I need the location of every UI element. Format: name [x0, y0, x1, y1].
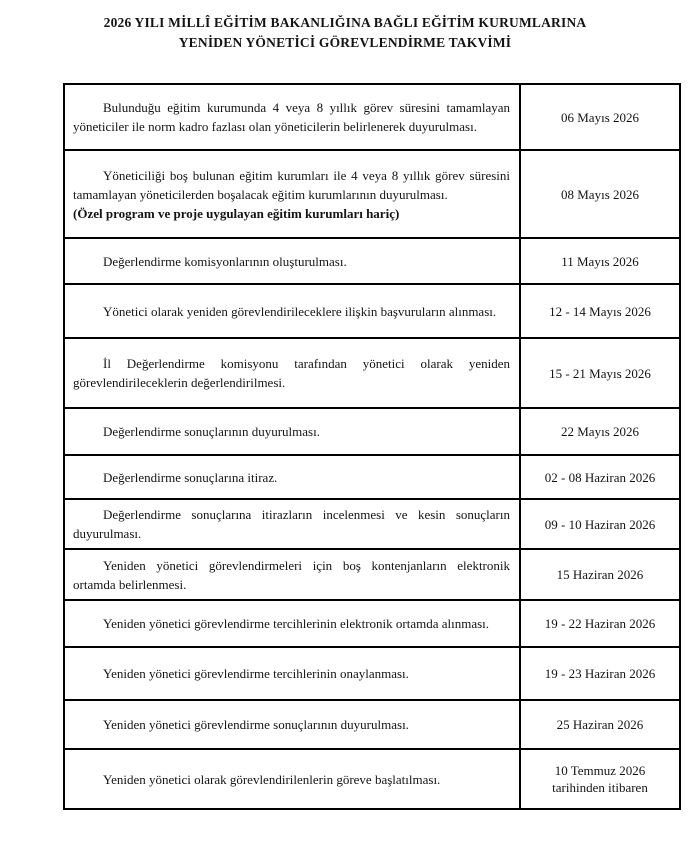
title-line-1: 2026 YILI MİLLÎ EĞİTİM BAKANLIĞINA BAĞLI EĞİTİM KURUMLARINA: [103, 15, 587, 30]
activity-cell: [64, 749, 520, 809]
table-row: [64, 549, 680, 600]
activity-note: (Özel program ve proje uygulayan eğitim kurumları hariç): [73, 205, 400, 221]
table-row: [64, 499, 680, 549]
schedule-table: [63, 83, 681, 810]
table-row: [64, 338, 680, 408]
title-line-2: YENİDEN YÖNETİCİ GÖREVLENDİRME TAKVİMİ: [178, 35, 512, 50]
date-cell: 19 - 22 Haziran 2026: [520, 600, 680, 647]
table-row: [64, 455, 680, 499]
activity-text: Değerlendirme sonuçlarına itirazların incelenmesi ve kesin sonuçların duyurulması.: [73, 507, 510, 541]
activity-cell: [64, 408, 520, 455]
activity-text: Bulunduğu eğitim kurumunda 4 veya 8 yıllık görev süresini tamamlayan yöneticiler ile norm kadro fazlası olan yöneticilerin belirlenerek duyurulması.: [73, 100, 510, 134]
date-cell: 25 Haziran 2026: [520, 700, 680, 749]
activity-text: İl Değerlendirme komisyonu tarafından yönetici olarak yeniden görevlendirileceklerin değerlendirilmesi.: [73, 356, 510, 390]
activity-cell: [64, 600, 520, 647]
date-cell: 15 - 21 Mayıs 2026: [520, 338, 680, 408]
table-row: [64, 408, 680, 455]
table-row: [64, 238, 680, 284]
table-row: [64, 600, 680, 647]
activity-cell: [64, 499, 520, 549]
date-cell: 12 - 14 Mayıs 2026: [520, 284, 680, 338]
activity-cell: [64, 700, 520, 749]
table-row: [64, 84, 680, 150]
activity-text: Yeniden yönetici görevlendirme tercihlerinin onaylanması.: [103, 666, 409, 681]
table-row: [64, 150, 680, 238]
activity-cell: [64, 238, 520, 284]
activity-text: Yeniden yönetici görevlendirme tercihlerinin elektronik ortamda alınması.: [103, 616, 490, 631]
activity-cell: [64, 455, 520, 499]
date-cell: 09 - 10 Haziran 2026: [520, 499, 680, 549]
activity-text: Yeniden yönetici görevlendirme sonuçlarının duyurulması.: [103, 717, 409, 732]
activity-text: Değerlendirme sonuçlarına itiraz.: [103, 469, 278, 485]
document-title: [0, 13, 690, 53]
date-cell: 10 Temmuz 2026 tarihinden itibaren: [520, 749, 680, 809]
date-cell: 11 Mayıs 2026: [520, 238, 680, 284]
date-cell: 08 Mayıs 2026: [520, 150, 680, 238]
activity-cell: [64, 338, 520, 408]
activity-cell: [64, 647, 520, 700]
date-cell: 06 Mayıs 2026: [520, 84, 680, 150]
date-cell: 22 Mayıs 2026: [520, 408, 680, 455]
activity-text: Yönetici olarak yeniden görevlendirileceklere ilişkin başvuruların alınması.: [103, 303, 497, 319]
activity-cell: [64, 84, 520, 150]
table-row: [64, 284, 680, 338]
activity-cell: [64, 284, 520, 338]
activity-text: Yeniden yönetici görevlendirmeleri için boş kontenjanların elektronik ortamda belirlenmesi.: [73, 557, 510, 592]
date-cell: 02 - 08 Haziran 2026: [520, 455, 680, 499]
activity-cell: [64, 549, 520, 600]
activity-text: Değerlendirme sonuçlarının duyurulması.: [103, 424, 320, 439]
table-row: [64, 700, 680, 749]
activity-text: Değerlendirme komisyonlarının oluşturulması.: [103, 253, 347, 269]
table-row: [64, 647, 680, 700]
date-cell: 19 - 23 Haziran 2026: [520, 647, 680, 700]
activity-text: Yeniden yönetici olarak görevlendirilenlerin göreve başlatılması.: [103, 771, 441, 787]
table-row: [64, 749, 680, 809]
activity-text: Yöneticiliği boş bulunan eğitim kurumları ile 4 veya 8 yıllık görev süresini tamamlayan yöneticilerden boşalacak eğitim kurumlarının duyurulması.: [73, 167, 510, 202]
date-cell: 15 Haziran 2026: [520, 549, 680, 600]
activity-cell: [64, 150, 520, 238]
